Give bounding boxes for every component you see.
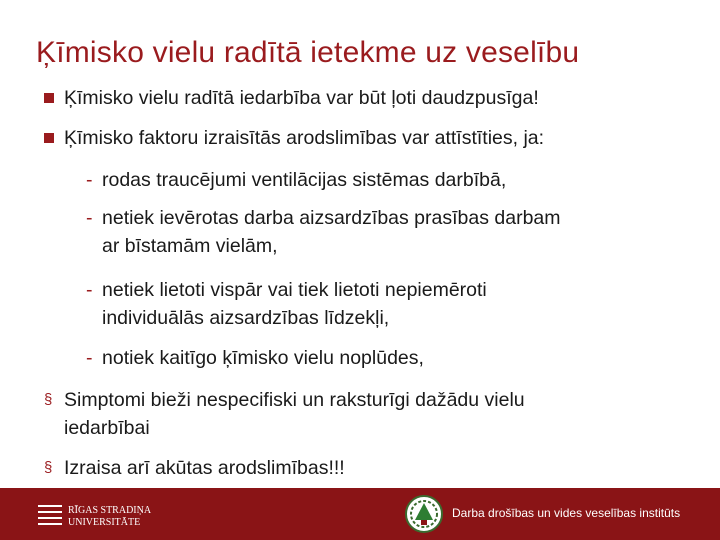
section-bullet-icon: § <box>44 391 53 408</box>
bullet-item <box>44 84 539 112</box>
sub-bullet-text-cont: ar bīstamām vielām, <box>102 235 278 257</box>
sub-bullet-text: notiek kaitīgo ķīmisko vielu noplūdes, <box>102 347 424 369</box>
dash-bullet-icon: - <box>86 169 93 191</box>
bullet-item <box>44 124 544 152</box>
bullet-text: Ķīmisko faktoru izraisītās arodslimības var attīstīties, ja: <box>64 127 545 149</box>
sub-bullet-text: netiek ievērotas darba aizsardzības prasības darbam <box>102 207 561 229</box>
institute-emblem-icon <box>404 494 444 534</box>
bullet-text: Simptomi bieži nespecifiski un raksturīgi dažādu vielu <box>64 389 525 411</box>
institute-name: Darba drošības un vides veselības institūts <box>452 506 681 520</box>
dash-bullet-icon: - <box>86 279 93 301</box>
logo-line2: UNIVERSITĀTE <box>68 517 141 528</box>
slide-title: Ķīmisko vielu radītā ietekme uz veselību <box>36 36 580 69</box>
sub-bullet-item <box>86 166 506 194</box>
dash-bullet-icon: - <box>86 207 93 229</box>
sub-bullet-text: netiek lietoti vispār vai tiek lietoti nepiemēroti <box>102 279 487 301</box>
bullet-text: Ķīmisko vielu radītā iedarbība var būt ļoti daudzpusīga! <box>64 87 539 109</box>
square-bullet-icon <box>44 93 54 103</box>
bullet-item <box>44 454 345 482</box>
sub-bullet-text: rodas traucējumi ventilācijas sistēmas darbībā, <box>102 169 507 191</box>
section-bullet-icon: § <box>44 459 53 476</box>
sub-bullet-item <box>86 276 487 332</box>
bullet-item <box>44 386 525 442</box>
logo-line1: RĪGAS STRADIŅA <box>68 505 152 516</box>
rsu-logo <box>36 500 176 532</box>
bullet-text-cont: iedarbībai <box>64 417 150 439</box>
bullet-text: Izraisa arī akūtas arodslimības!!! <box>64 457 345 479</box>
square-bullet-icon <box>44 133 54 143</box>
sub-bullet-item <box>86 344 424 372</box>
sub-bullet-item <box>86 204 561 260</box>
dash-bullet-icon: - <box>86 347 93 369</box>
sub-bullet-text-cont: individuālās aizsardzības līdzekļi, <box>102 307 390 329</box>
